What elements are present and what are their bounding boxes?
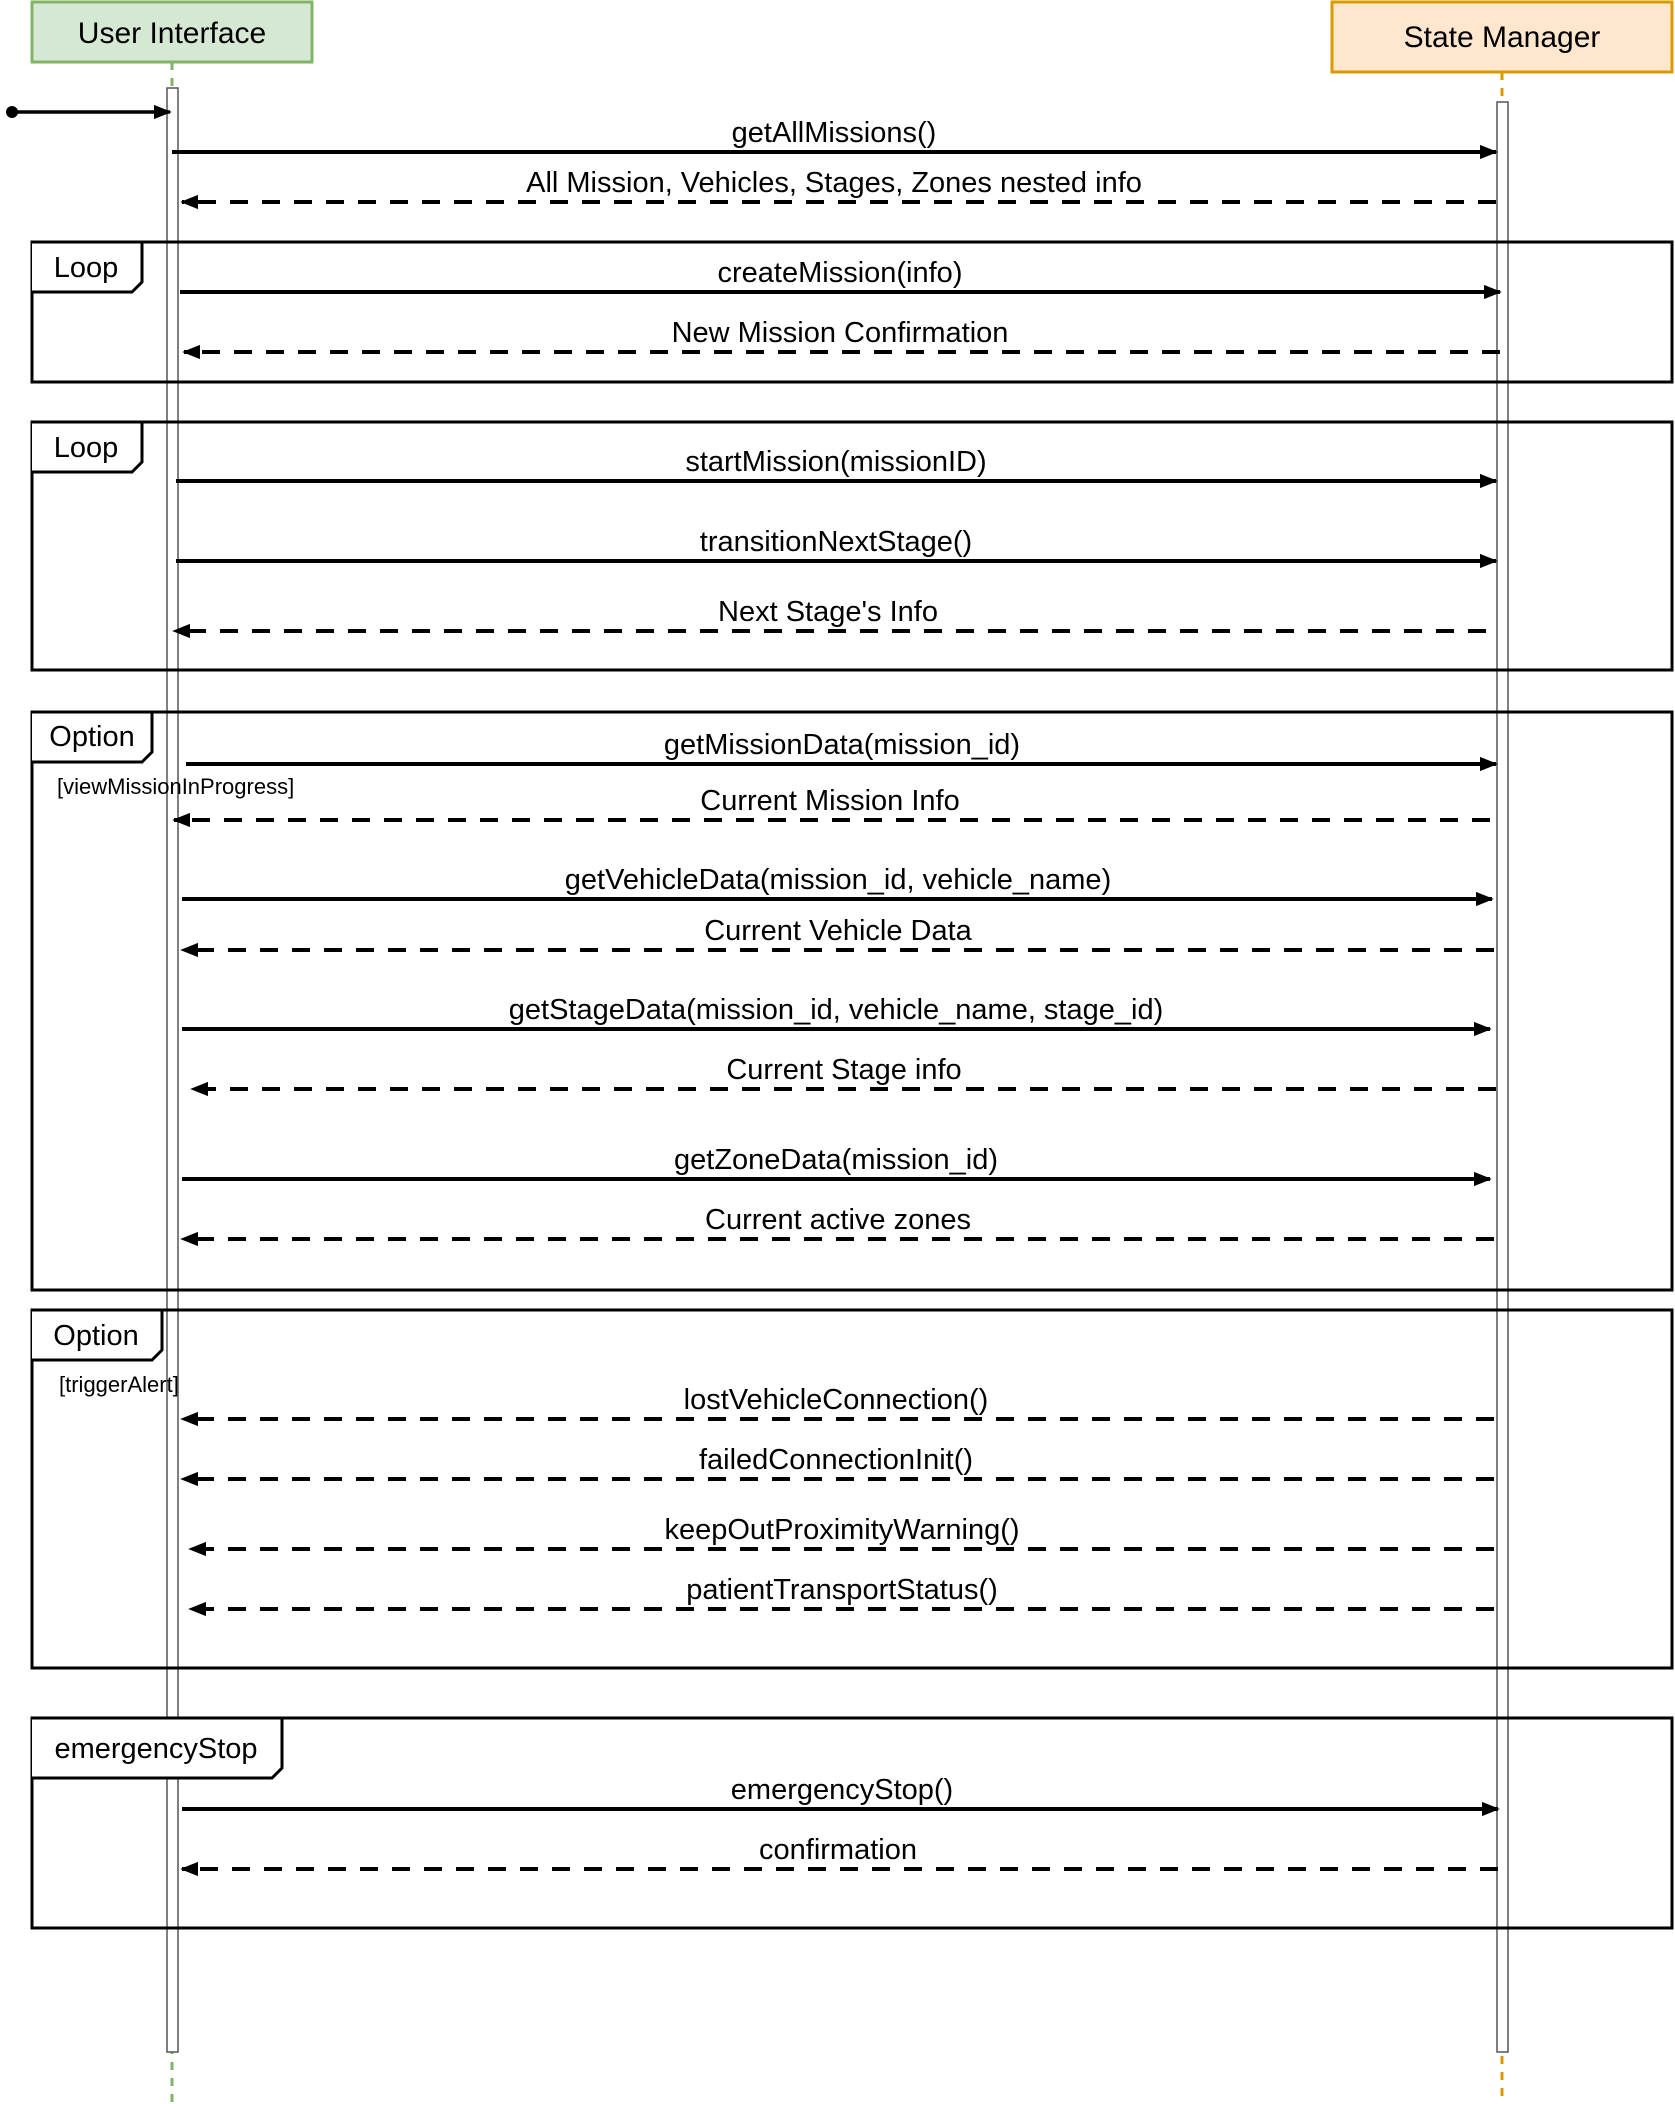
msg-get-mission-data-label: getMissionData(mission_id) bbox=[663, 729, 1021, 761]
msg-emergency-stop-label: emergencyStop() bbox=[730, 1774, 954, 1806]
msg-current-stage-info bbox=[192, 1054, 1496, 1089]
msg-get-stage-data bbox=[182, 994, 1490, 1029]
frame-option-alert-title: Option bbox=[53, 1320, 139, 1352]
msg-current-mission-info-label: Current Mission Info bbox=[700, 785, 960, 817]
frame-option-trigger-alert bbox=[32, 1310, 1672, 1668]
msg-keep-out-proximity-warning-label: keepOutProximityWarning() bbox=[664, 1514, 1020, 1546]
msg-create-mission bbox=[180, 257, 1500, 292]
frame-loop-create-title: Loop bbox=[53, 252, 119, 284]
msg-failed-connection-init bbox=[182, 1444, 1494, 1479]
msg-lost-vehicle-connection bbox=[182, 1384, 1494, 1419]
frame-option-alert-guard: [triggerAlert] bbox=[59, 1372, 179, 1397]
msg-create-mission-label: createMission(info) bbox=[717, 257, 963, 289]
msg-all-missions-reply-label: All Mission, Vehicles, Stages, Zones nested info bbox=[526, 167, 1142, 199]
msg-emergency-stop bbox=[182, 1774, 1498, 1809]
participant-state-manager bbox=[1332, 2, 1672, 72]
msg-transition-next-stage bbox=[176, 526, 1496, 561]
frame-loop-start-title: Loop bbox=[53, 432, 119, 464]
msg-get-stage-data-label: getStageData(mission_id, vehicle_name, stage_id) bbox=[508, 994, 1164, 1026]
msg-start-mission-label: startMission(missionID) bbox=[685, 446, 987, 478]
msg-get-all-missions-label: getAllMissions() bbox=[731, 117, 937, 149]
msg-get-zone-data-label: getZoneData(mission_id) bbox=[674, 1144, 998, 1176]
msg-current-vehicle-data bbox=[182, 915, 1494, 950]
msg-current-vehicle-data-label: Current Vehicle Data bbox=[704, 915, 972, 947]
msg-get-zone-data bbox=[182, 1144, 1490, 1179]
msg-confirmation bbox=[182, 1834, 1498, 1869]
initial-found-message bbox=[6, 106, 170, 118]
msg-new-mission-confirmation bbox=[184, 317, 1500, 352]
frame-option-view-guard: [viewMissionInProgress] bbox=[57, 774, 295, 799]
msg-transition-next-stage-label: transitionNextStage() bbox=[699, 526, 973, 558]
frame-emergency-stop-title: emergencyStop bbox=[54, 1733, 258, 1765]
frame-option-view-title: Option bbox=[49, 721, 135, 753]
msg-current-stage-info-label: Current Stage info bbox=[726, 1054, 962, 1086]
msg-start-mission bbox=[176, 446, 1496, 481]
msg-new-mission-confirmation-label: New Mission Confirmation bbox=[671, 317, 1009, 349]
participant-user-interface-label: User Interface bbox=[77, 17, 267, 50]
msg-keep-out-proximity-warning bbox=[190, 1514, 1494, 1549]
msg-get-vehicle-data bbox=[182, 864, 1492, 899]
msg-current-active-zones-label: Current active zones bbox=[705, 1204, 971, 1236]
msg-next-stage-info bbox=[174, 596, 1486, 631]
participant-state-manager-label: State Manager bbox=[1403, 21, 1601, 54]
sm-activation-bar bbox=[1497, 102, 1508, 2052]
msg-current-active-zones bbox=[182, 1204, 1494, 1239]
msg-failed-connection-init-label: failedConnectionInit() bbox=[698, 1444, 974, 1476]
msg-next-stage-info-label: Next Stage's Info bbox=[718, 596, 938, 628]
participant-user-interface bbox=[32, 2, 312, 62]
msg-lost-vehicle-connection-label: lostVehicleConnection() bbox=[683, 1384, 989, 1416]
msg-confirmation-label: confirmation bbox=[759, 1834, 917, 1866]
msg-patient-transport-status bbox=[190, 1574, 1494, 1609]
msg-get-all-missions bbox=[172, 117, 1496, 152]
msg-get-mission-data bbox=[186, 729, 1496, 764]
frame-emergency-stop bbox=[32, 1718, 1672, 1928]
msg-all-missions-reply bbox=[182, 167, 1496, 202]
msg-get-vehicle-data-label: getVehicleData(mission_id, vehicle_name) bbox=[564, 864, 1112, 896]
msg-patient-transport-status-label: patientTransportStatus() bbox=[686, 1574, 998, 1606]
msg-current-mission-info bbox=[174, 785, 1490, 820]
